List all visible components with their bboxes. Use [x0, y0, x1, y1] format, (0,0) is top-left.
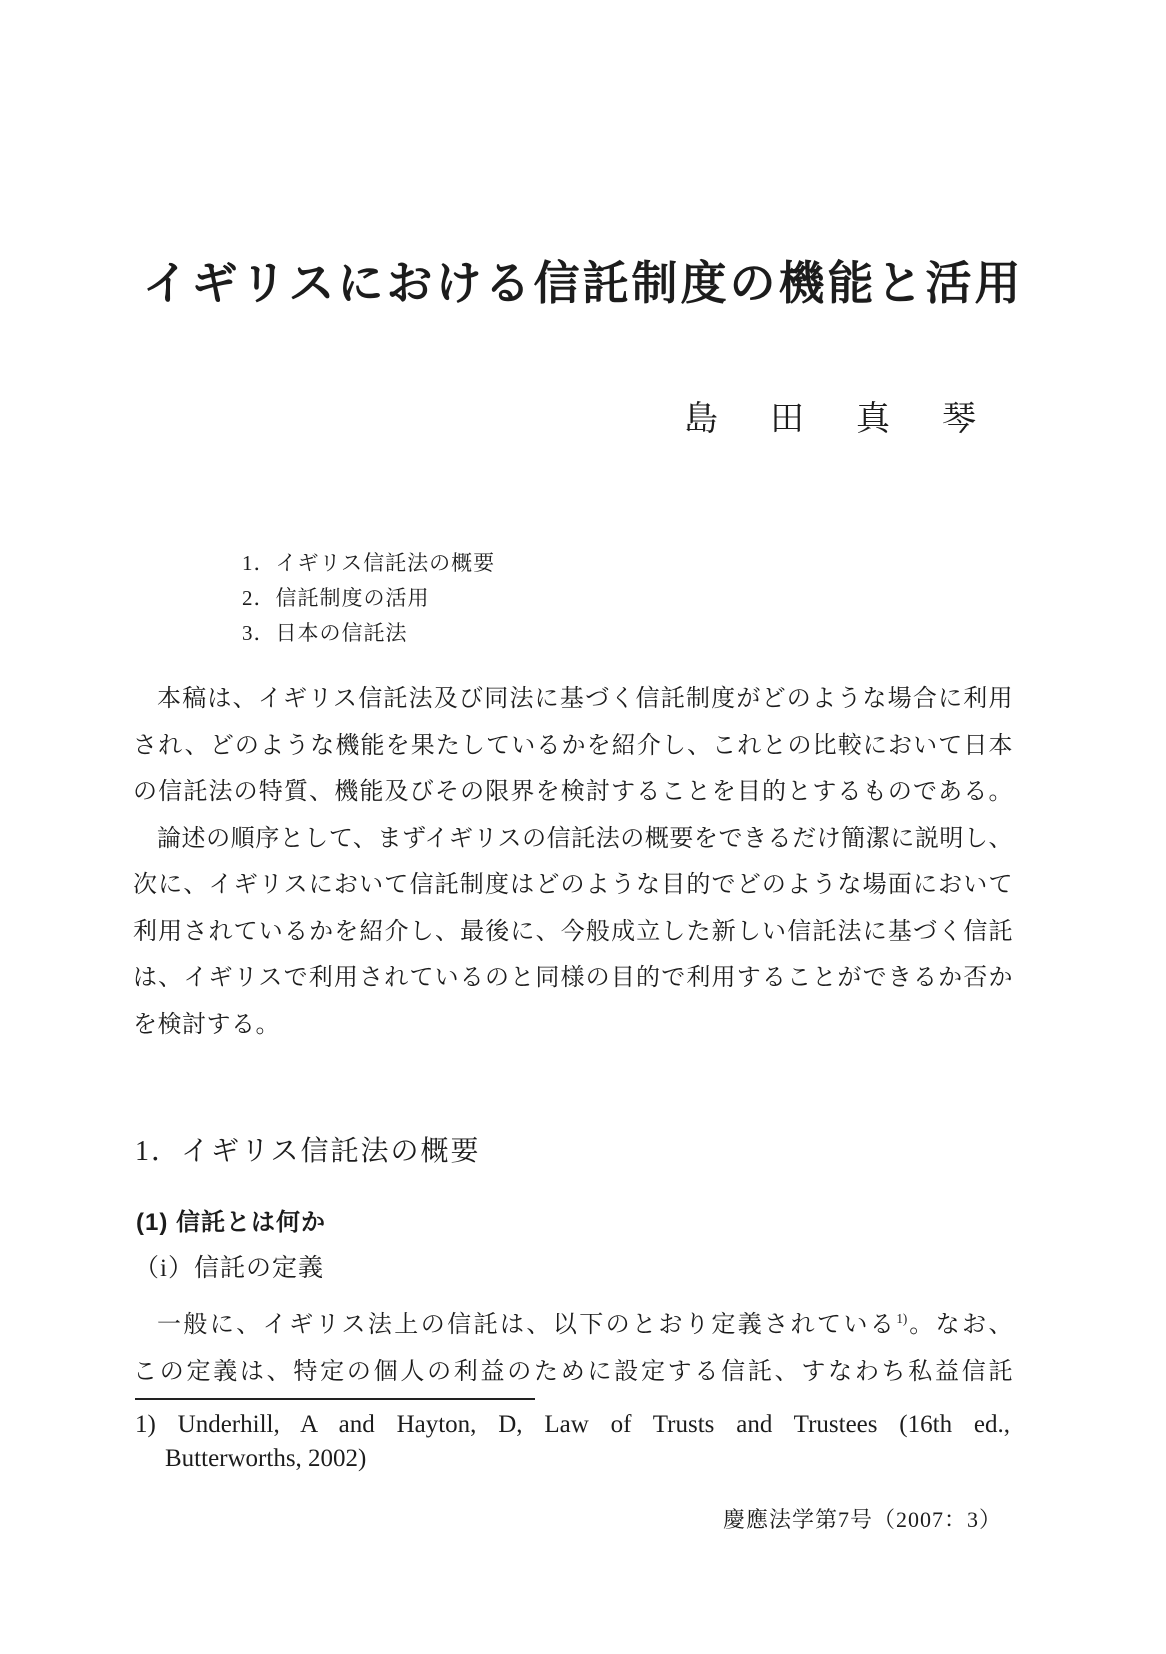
- author-name-text: 島 田 真 琴: [684, 401, 985, 438]
- footnote: [135, 1408, 1010, 1476]
- body-line: は、イギリスで利用されているのと同様の目的で利用することができるか否か: [133, 965, 1013, 991]
- footnote-rule: [135, 1398, 535, 1400]
- definition-text-continued: 。なお、: [907, 1312, 1013, 1338]
- body-line: この定義は、特定の個人の利益のために設定する信託、すなわち私益信託: [133, 1358, 1013, 1385]
- author-name: [133, 398, 1013, 442]
- footnote-text: Underhill, A and Hayton, D, Law of Trusts and Trustees (16th ed.,: [177, 1411, 1010, 1438]
- body-line: 次に、イギリスにおいて信託制度はどのような目的でどのような場面において: [133, 872, 1013, 898]
- footnote-ref: 1): [896, 1311, 908, 1326]
- body-line: 論述の順序として、まずイギリスの信託法の概要をできるだけ簡潔に説明し、: [157, 825, 1013, 852]
- toc-item-3: 3．日本の信託法: [242, 621, 408, 645]
- subsection-heading: (1) 信託とは何か: [136, 1209, 326, 1236]
- subsubsection-heading: （i）信託の定義: [134, 1255, 324, 1282]
- toc-item-1: 1．イギリス信託法の概要: [242, 551, 496, 575]
- definition-paragraph: [133, 1296, 1013, 1395]
- article-title: イギリスにおける信託制度の機能と活用: [142, 258, 1024, 309]
- footnote-line: Butterworths, 2002): [165, 1445, 367, 1472]
- body-line: 本稿は、イギリス信託法及び同法に基づく信託制度がどのような場合に利用: [157, 686, 1013, 712]
- footnote-marker: 1): [135, 1411, 156, 1438]
- footnote-line: [135, 1408, 1010, 1442]
- journal-footer: 慶應法学第7号（2007：3）: [722, 1507, 1002, 1532]
- body-line: 利用されているかを紹介し、最後に、今般成立した新しい信託法に基づく信託: [133, 918, 1013, 945]
- body-line: [133, 1296, 1013, 1349]
- section-heading: 1．イギリス信託法の概要: [135, 1136, 481, 1167]
- body-line: され、どのような機能を果たしているかを紹介し、これとの比較において日本: [133, 732, 1013, 759]
- definition-text: 一般に、イギリス法上の信託は、以下のとおり定義されている: [157, 1312, 897, 1338]
- toc-item-2: 2．信託制度の活用: [242, 586, 430, 610]
- body-line: の信託法の特質、機能及びその限界を検討することを目的とするものである。: [133, 779, 1013, 805]
- body-line: を検討する。: [133, 1011, 280, 1038]
- table-of-contents: [242, 546, 495, 651]
- intro-paragraphs: [133, 676, 1013, 1048]
